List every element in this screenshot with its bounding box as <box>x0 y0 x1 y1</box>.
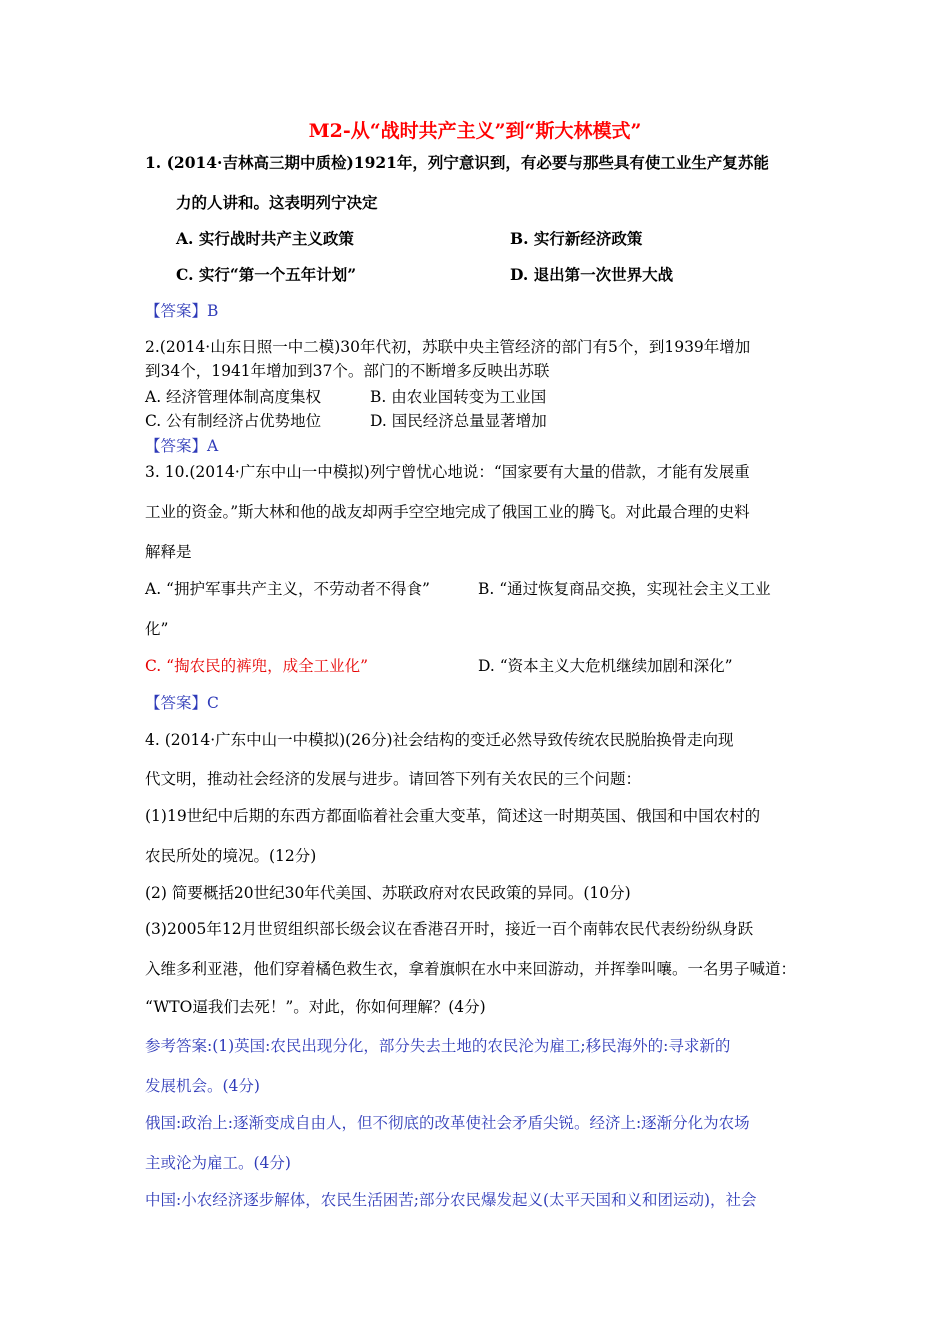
q4-reference-line3: 俄国:政治上:逐渐变成自由人，但不彻底的改革使社会矛盾尖锐。经济上:逐渐分化为农场 <box>145 1114 750 1132</box>
q4-stem-line2: 代文明，推动社会经济的发展与进步。请回答下列有关农民的三个问题： <box>145 770 642 788</box>
answer-label: 【答案】 <box>145 437 208 455</box>
q1-stem-line2: 力的人讲和。这表明列宁决定 <box>176 193 378 212</box>
answer-label: 【答案】 <box>145 302 208 320</box>
q3-stem-line3: 解释是 <box>145 543 192 561</box>
answer-letter: A <box>207 437 219 455</box>
q1-option-b: B. 实行新经济政策 <box>510 229 643 248</box>
q1-option-d: D. 退出第一次世界大战 <box>510 265 674 284</box>
q4-sub1-line1: (1)19世纪中后期的东西方都面临着社会重大变革，简述这一时期英国、俄国和中国农村的 <box>145 807 761 825</box>
q2-answer <box>145 435 218 457</box>
q2-option-d: D. 国民经济总量显著增加 <box>370 412 547 430</box>
q4-sub3-line1: (3)2005年12月世贸组织部长级会议在香港召开时，接近一百个南韩农民代表纷纷纵身跃 <box>145 920 754 938</box>
q3-option-a: A. “拥护军事共产主义，不劳动者不得食” <box>145 580 430 598</box>
q2-option-a: A. 经济管理体制高度集权 <box>145 388 322 406</box>
answer-label: 【答案】 <box>145 694 208 712</box>
q2-option-c: C. 公有制经济占优势地位 <box>145 412 322 430</box>
q4-reference-line2: 发展机会。(4分) <box>145 1077 260 1095</box>
q3-option-c: C. “掏农民的裤兜，成全工业化” <box>145 657 369 675</box>
answer-letter: B <box>207 302 219 320</box>
q3-stem-line2: 工业的资金。”斯大林和他的战友却两手空空地完成了俄国工业的腾飞。对此最合理的史料 <box>145 503 750 521</box>
page-title: M2-从“战时共产主义”到“斯大林模式” <box>308 120 642 142</box>
q4-reference-line5: 中国:小农经济逐步解体，农民生活困苦;部分农民爆发起义(太平天国和义和团运动)，社会 <box>145 1191 757 1209</box>
q4-sub1-line2: 农民所处的境况。(12分) <box>145 847 317 865</box>
q4-stem-line1: 4. (2014·广东中山一中模拟)(26分)社会结构的变迁必然导致传统农民脱胎换骨走向现 <box>145 731 734 749</box>
q3-option-d: D. “资本主义大危机继续加剧和深化” <box>478 657 733 675</box>
q3-option-b: B. “通过恢复商品交换，实现社会主义工业 <box>478 580 771 598</box>
q4-reference-line4: 主或沦为雇工。(4分) <box>145 1154 291 1172</box>
q1-option-a: A. 实行战时共产主义政策 <box>176 229 354 248</box>
q4-reference-line1: 参考答案:(1)英国:农民出现分化，部分失去土地的农民沦为雇工;移民海外的:寻求新的 <box>145 1037 731 1055</box>
q2-option-b: B. 由农业国转变为工业国 <box>370 388 547 406</box>
q2-stem-line2: 到34个，1941年增加到37个。部门的不断增多反映出苏联 <box>145 362 550 380</box>
q3-option-b-continued: 化” <box>145 620 169 638</box>
q1-option-c: C. 实行“第一个五年计划” <box>176 265 357 284</box>
q1-stem-line1: 1. (2014·吉林高三期中质检)1921年，列宁意识到，有必要与那些具有使工业生产复苏能 <box>145 153 769 172</box>
q2-stem-line1: 2.(2014·山东日照一中二模)30年代初，苏联中央主管经济的部门有5个，到1939年增加 <box>145 338 751 356</box>
q3-stem-line1: 3. 10.(2014·广东中山一中模拟)列宁曾忧心地说：“国家要有大量的借款，才能有发展重 <box>145 463 750 481</box>
q4-sub2: (2) 简要概括20世纪30年代美国、苏联政府对农民政策的异同。(10分) <box>145 884 631 902</box>
q3-answer <box>145 692 219 714</box>
q4-sub3-line2: 入维多利亚港，他们穿着橘色救生衣，拿着旗帜在水中来回游动，并挥拳叫嚷。一名男子喊道： <box>145 960 797 978</box>
q4-sub3-line3: “WTO逼我们去死！”。对此，你如何理解？(4分) <box>145 998 486 1016</box>
answer-letter: C <box>207 694 219 712</box>
q1-answer <box>145 300 218 322</box>
